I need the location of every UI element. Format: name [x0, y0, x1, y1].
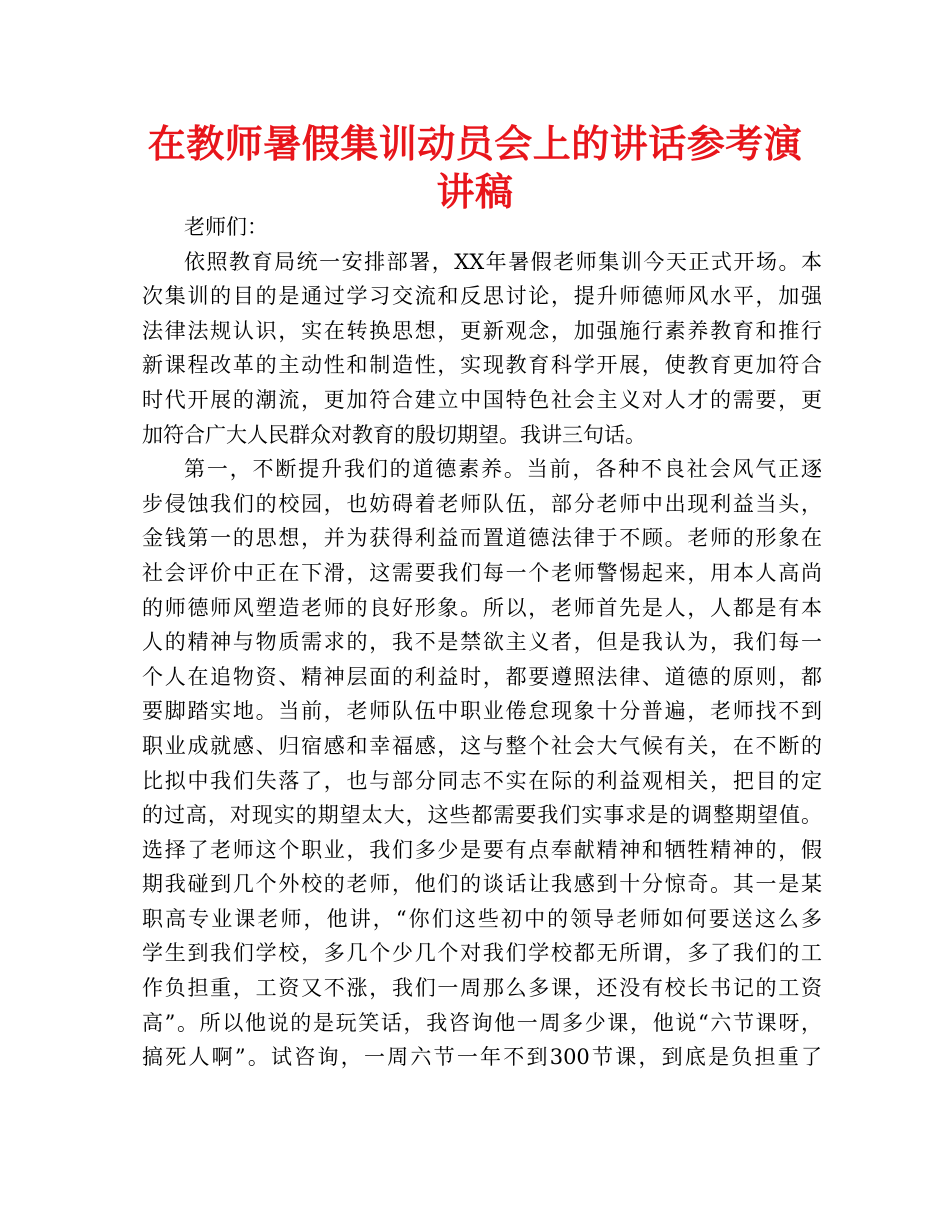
- text-line: 人的精神与物质需求的，我不是禁欲主义者，但是我认为，我们每一: [142, 630, 822, 655]
- document-body: [142, 210, 822, 1075]
- text-line: 选择了老师这个职业，我们多少是要有点奉献精神和牺牲精神的，假: [142, 837, 822, 862]
- text-line: 步侵蚀我们的校园，也妨碍着老师队伍，部分老师中出现利益当头，: [142, 491, 822, 516]
- text-line: 职业成就感、归宿感和幸福感，这与整个社会大气候有关，在不断的: [142, 733, 822, 758]
- text-line: 依照教育局统一安排部署，XX年暑假老师集训今天正式开场。本: [184, 249, 822, 274]
- text-line: 比拟中我们失落了，也与部分同志不实在际的利益观相关，把目的定: [142, 768, 822, 793]
- text-line: 老师们：: [184, 215, 268, 239]
- text-line: 要脚踏实地。当前，老师队伍中职业倦怠现象十分普遍，老师找不到: [142, 699, 822, 724]
- text-line: 时代开展的潮流，更加符合建立中国特色社会主义对人才的需要，更: [142, 387, 822, 412]
- text-line: 加符合广大人民群众对教育的殷切期望。我讲三句话。: [142, 422, 646, 447]
- text-line: 的过高，对现实的期望太大，这些都需要我们实事求是的调整期望值。: [142, 803, 822, 828]
- document-title: 在教师暑假集训动员会上的讲话参考演讲稿: [147, 121, 803, 214]
- text-line: 新课程改革的主动性和制造性，实现教育科学开展，使教育更加符合: [142, 353, 822, 378]
- text-line: 学生到我们学校，多几个少几个对我们学校都无所谓，多了我们的工: [142, 941, 822, 966]
- text-line: 法律法规认识，实在转换思想，更新观念，加强施行素养教育和推行: [142, 318, 822, 343]
- text-line: 社会评价中正在下滑，这需要我们每一个老师警惕起来，用本人高尚: [142, 560, 822, 585]
- text-line: 个人在追物资、精神层面的利益时，都要遵照法律、道德的原则，都: [142, 664, 822, 689]
- text-line: 金钱第一的思想，并为获得利益而置道德法律于不顾。老师的形象在: [142, 526, 822, 551]
- text-line: 次集训的目的是通过学习交流和反思讨论，提升师德师风水平，加强: [142, 284, 822, 309]
- text-line: 期我碰到几个外校的老师，他们的谈话让我感到十分惊奇。其一是某: [142, 872, 822, 897]
- text-line: 高”。所以他说的是玩笑话，我咨询他一周多少课，他说“六节课呀，: [142, 1010, 822, 1035]
- text-line: 第一，不断提升我们的道德素养。当前，各种不良社会风气正逐: [184, 457, 822, 482]
- text-line: 职高专业课老师，他讲，“你们这些初中的领导老师如何要送这么多: [142, 906, 822, 931]
- text-line: 的师德师风塑造老师的良好形象。所以，老师首先是人，人都是有本: [142, 595, 822, 620]
- text-line: 作负担重，工资又不涨，我们一周那么多课，还没有校长书记的工资: [142, 976, 822, 1001]
- text-line: 搞死人啊”。试咨询，一周六节一年不到300节课，到底是负担重了: [142, 1045, 822, 1070]
